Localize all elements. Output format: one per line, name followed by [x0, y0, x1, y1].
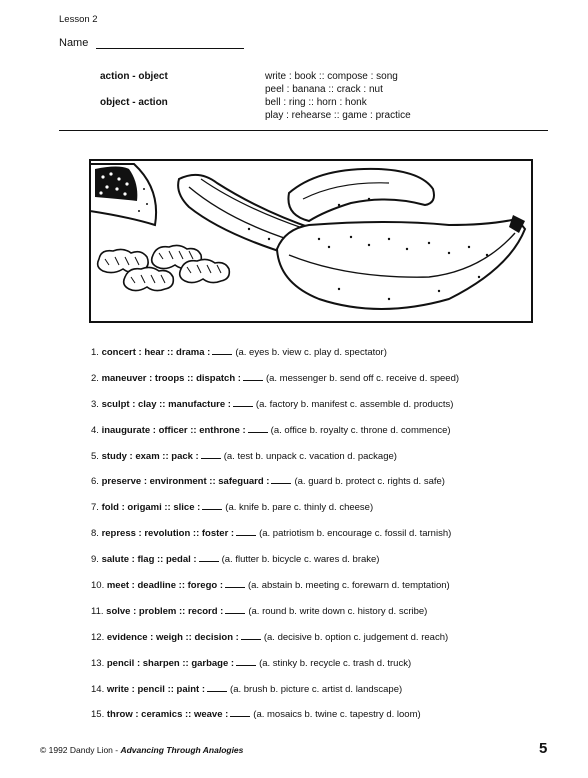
example-2: peel : banana :: crack : nut	[265, 84, 383, 95]
book-title: Advancing Through Analogies	[120, 745, 244, 755]
question-15: 15. throw : ceramics :: weave : (a. mosaics b. twine c. tapestry d. loom)	[91, 709, 421, 721]
answer-blank[interactable]	[271, 474, 291, 484]
divider-rule	[59, 130, 548, 131]
question-11: 11. solve : problem :: record : (a. round b. write down c. history d. scribe)	[91, 605, 428, 617]
answer-blank[interactable]	[248, 423, 268, 433]
page-number: 5	[539, 740, 548, 757]
name-row	[59, 36, 244, 49]
lesson-label: Lesson 2	[59, 14, 98, 25]
question-12: 12. evidence : weigh :: decision : (a. decisive b. option c. judgement d. reach)	[91, 631, 449, 643]
answer-blank[interactable]	[243, 371, 263, 381]
answer-blank[interactable]	[202, 500, 222, 510]
question-list	[91, 345, 551, 733]
answer-blank[interactable]	[241, 630, 261, 640]
question-10: 10. meet : deadline :: forego : (a. abstain b. meeting c. forewarn d. temptation)	[91, 580, 450, 592]
banana-peanut-illustration	[89, 159, 533, 323]
answer-blank[interactable]	[236, 656, 256, 666]
object-action-label: object - action	[100, 97, 168, 108]
question-8: 8. repress : revolution :: foster : (a. patriotism b. encourage c. fossil d. tarnish)	[91, 528, 452, 540]
question-3: 3. sculpt : clay :: manufacture : (a. factory b. manifest c. assemble d. products)	[91, 398, 454, 410]
example-3: bell : ring :: horn : honk	[265, 97, 367, 108]
answer-blank[interactable]	[233, 397, 253, 407]
footer-copyright: © 1992 Dandy Lion - Advancing Through Analogies	[40, 745, 244, 755]
analogy-type-labels	[100, 70, 168, 109]
name-label: Name	[59, 37, 89, 49]
answer-blank[interactable]	[207, 682, 227, 692]
answer-blank[interactable]	[201, 449, 221, 459]
question-1: 1. concert : hear :: drama : (a. eyes b. view c. play d. spectator)	[91, 347, 387, 358]
question-5: 5. study : exam :: pack : (a. test b. unpack c. vacation d. package)	[91, 450, 397, 462]
question-2: 2. maneuver : troops :: dispatch : (a. messenger b. send off c. receive d. speed)	[91, 372, 460, 384]
answer-blank[interactable]	[199, 552, 219, 562]
analogy-examples	[265, 70, 411, 122]
answer-blank[interactable]	[236, 526, 256, 536]
answer-blank[interactable]	[230, 707, 250, 717]
example-4: play : rehearse :: game : practice	[265, 110, 411, 121]
answer-blank[interactable]	[212, 345, 232, 355]
question-14: 14. write : pencil :: paint : (a. brush b. picture c. artist d. landscape)	[91, 683, 403, 695]
action-object-label: action - object	[100, 71, 168, 82]
answer-blank[interactable]	[225, 578, 245, 588]
question-9: 9. salute : flag :: pedal : (a. flutter b. bicycle c. wares d. brake)	[91, 554, 380, 566]
question-4: 4. inaugurate : officer :: enthrone : (a. office b. royalty c. throne d. commence)	[91, 424, 451, 436]
example-1: write : book :: compose : song	[265, 71, 398, 82]
question-7: 7. fold : origami :: slice : (a. knife b. pare c. thinly d. cheese)	[91, 502, 374, 514]
name-blank-line[interactable]	[96, 36, 244, 49]
answer-blank[interactable]	[225, 604, 245, 614]
question-13: 13. pencil : sharpen :: garbage : (a. stinky b. recycle c. trash d. truck)	[91, 657, 412, 669]
question-6: 6. preserve : environment :: safeguard : (a. guard b. protect c. rights d. safe)	[91, 476, 445, 488]
